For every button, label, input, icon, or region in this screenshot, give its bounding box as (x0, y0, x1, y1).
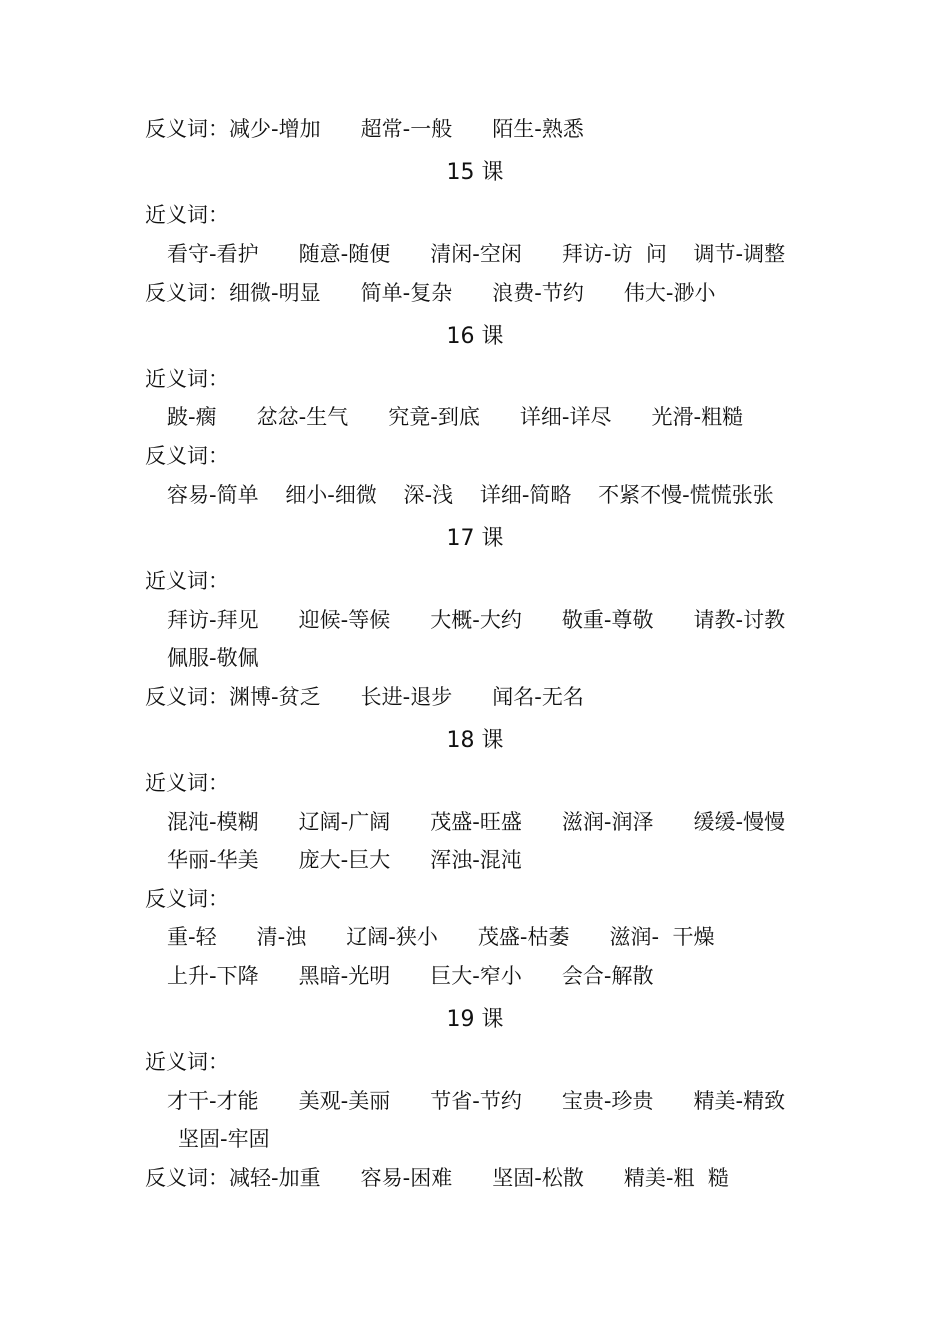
synonym-heading: 近义词： (145, 771, 229, 795)
antonym-heading: 反义词： (145, 887, 229, 911)
synonym-heading: 近义词： (145, 569, 229, 593)
antonym-line: 反义词：减少-增加 超常-一般 陌生-熟悉 (145, 117, 584, 141)
antonym-line: 反义词：细微-明显 简单-复杂 浪费-节约 伟大-渺小 (145, 281, 716, 305)
antonym-line: 容易-简单 细小-细微 深-浅 详细-简略 不紧不慢-慌慌张张 (167, 483, 774, 507)
synonym-line: 佩服-敬佩 (167, 646, 259, 670)
synonym-line: 混沌-模糊 辽阔-广阔 茂盛-旺盛 滋润-润泽 缓缓-慢慢 (167, 810, 786, 834)
lesson-17-title: 17 课 (446, 526, 504, 551)
synonym-line: 华丽-华美 庞大-巨大 浑浊-混沌 (167, 848, 522, 872)
antonym-line: 反义词：减轻-加重 容易-困难 坚固-松散 精美-粗 糙 (145, 1166, 729, 1190)
antonym-line: 反义词：渊博-贫乏 长进-退步 闻名-无名 (145, 685, 584, 709)
synonym-line: 跛-瘸 忿忿-生气 究竟-到底 详细-详尽 光滑-粗糙 (167, 405, 744, 429)
synonym-heading: 近义词： (145, 367, 229, 391)
antonym-heading: 反义词： (145, 444, 229, 468)
lesson-15-title: 15 课 (446, 160, 504, 185)
synonym-line: 看守-看护 随意-随便 清闲-空闲 拜访-访 问 调节-调整 (167, 242, 786, 266)
synonym-line: 拜访-拜见 迎候-等候 大概-大约 敬重-尊敬 请教-讨教 (167, 608, 786, 632)
lesson-16-title: 16 课 (446, 324, 504, 349)
synonym-line: 坚固-牢固 (178, 1127, 270, 1151)
antonym-line: 重-轻 清-浊 辽阔-狭小 茂盛-枯萎 滋润- 干燥 (167, 925, 715, 949)
synonym-heading: 近义词： (145, 1050, 229, 1074)
synonym-line: 才干-才能 美观-美丽 节省-节约 宝贵-珍贵 精美-精致 (167, 1089, 786, 1113)
synonym-heading: 近义词： (145, 203, 229, 227)
antonym-line: 上升-下降 黑暗-光明 巨大-窄小 会合-解散 (167, 964, 654, 988)
lesson-18-title: 18 课 (446, 728, 504, 753)
lesson-19-title: 19 课 (446, 1007, 504, 1032)
